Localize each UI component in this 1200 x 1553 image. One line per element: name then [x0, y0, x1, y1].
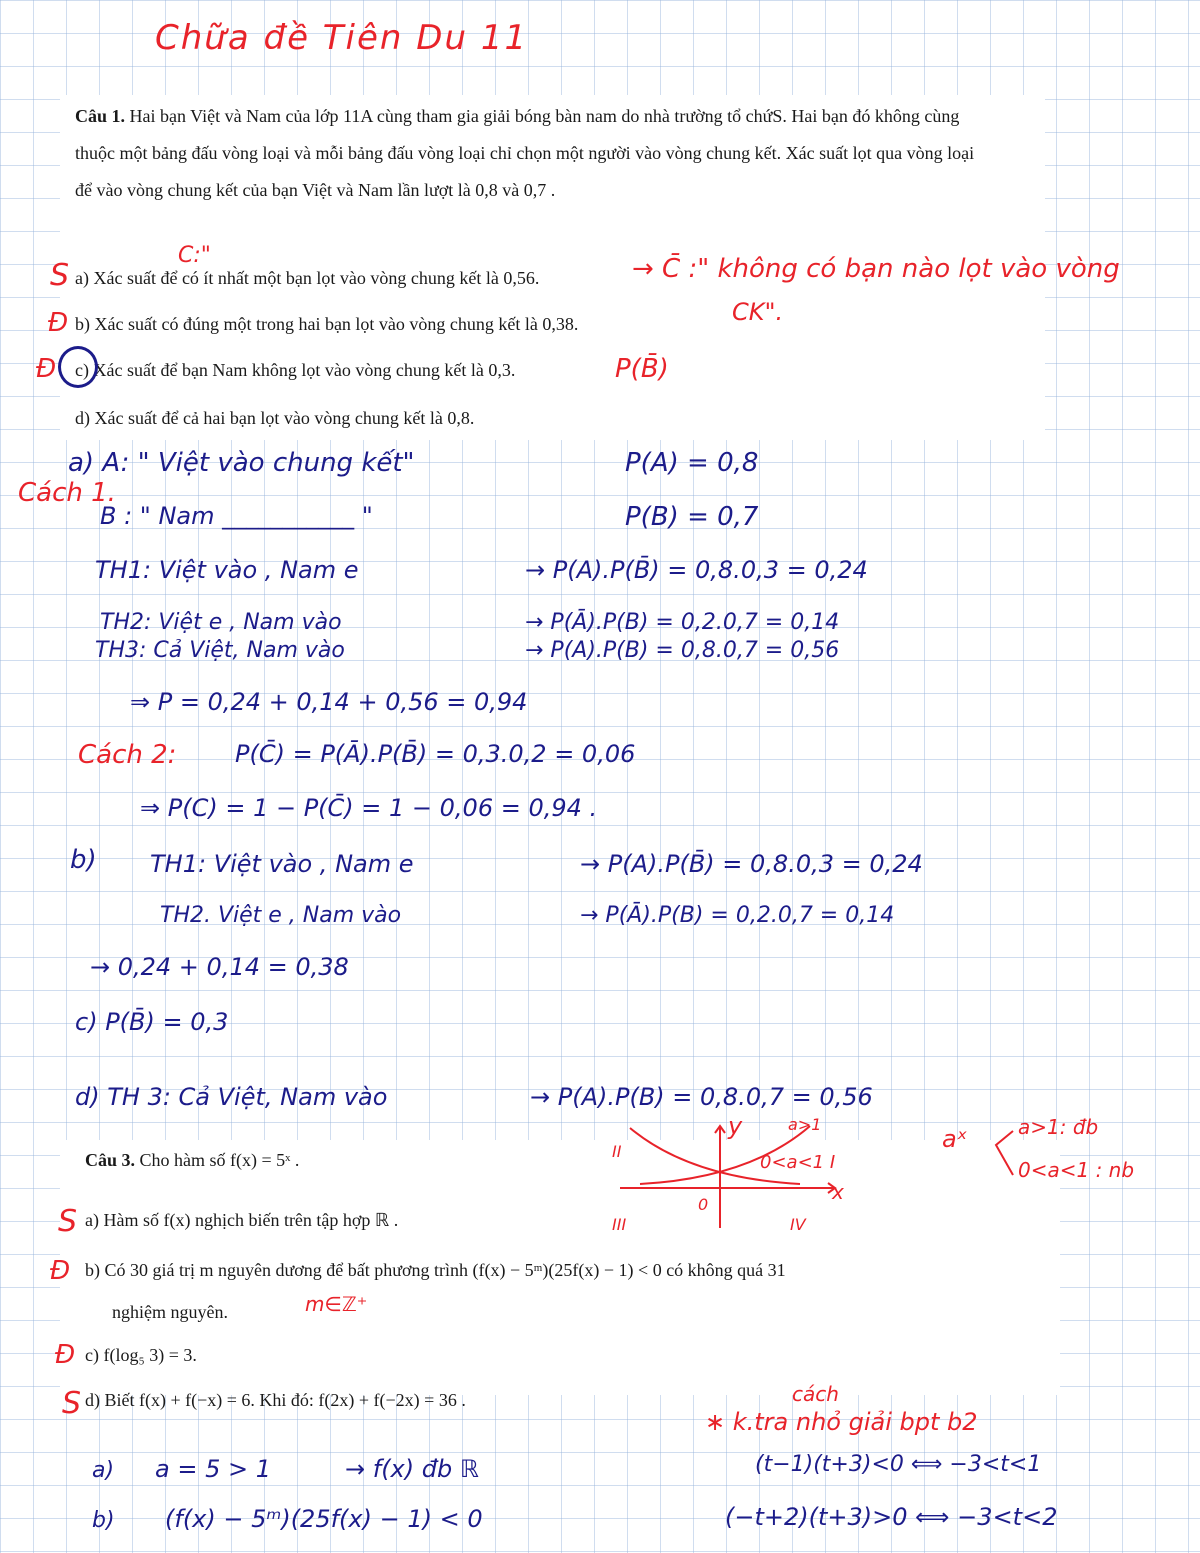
question-3-option-d: d) Biết f(x) + f(−x) = 6. Khi đó: f(2x) + f(−2x) = 36 .	[85, 1390, 466, 1410]
note-rule-decreasing: 0<a<1 : nb	[1018, 1158, 1135, 1182]
question-3-stem	[85, 1150, 299, 1171]
sol1b-th2: TH2. Việt e , Nam vào	[160, 903, 402, 928]
q3-mark-b: Đ	[50, 1256, 71, 1286]
sol1b-b: b)	[70, 845, 97, 875]
question-1-option-a: a) Xác suất để có ít nhất một bạn lọt vào vòng chung kết là 0,56.	[75, 268, 540, 288]
question-3-option-b: b) Có 30 giá trị m nguyên dương để bất phương trình (f(x) − 5ᵐ)(25f(x) − 1) < 0 có không quá 31	[85, 1260, 786, 1280]
question-3-option-c: c) f(log₅ 3) = 3.	[85, 1345, 197, 1365]
sol1b-sum: → 0,24 + 0,14 = 0,38	[90, 953, 349, 981]
graph-a-lt-1: 0<a<1 I	[760, 1152, 836, 1173]
question-3-label: Câu 3.	[85, 1150, 136, 1170]
q1-mark-c: Đ	[36, 354, 57, 384]
note-method: cách	[792, 1382, 839, 1406]
note-hint: ∗ k.tra nhỏ giải bpt b2	[705, 1408, 978, 1436]
sol1b-th2-result: → P(Ā).P(B) = 0,2.0,7 = 0,14	[580, 903, 895, 928]
q1-note-pb: P(B̄)	[615, 354, 669, 384]
sol1-b-line: B : " Nam ___________ "	[100, 502, 373, 530]
note-a-power-x: aˣ	[942, 1125, 968, 1153]
graph-x-label: x	[832, 1180, 844, 1204]
sol1b-d-result: → P(A).P(B) = 0,8.0,7 = 0,56	[530, 1083, 873, 1111]
q3-mark-c: Đ	[55, 1340, 76, 1370]
sol1b-th1: TH1: Việt vào , Nam e	[150, 850, 414, 878]
graph-quadrant-4: IV	[790, 1215, 806, 1234]
q1-mark-b: Đ	[48, 308, 69, 338]
q1-note-ck: CK".	[732, 298, 784, 326]
sol3-b-result: (f(x) − 5ᵐ)(25f(x) − 1) < 0	[165, 1505, 483, 1533]
sol1-th3: TH3: Cả Việt, Nam vào	[95, 638, 345, 663]
sol1-pa: P(A) = 0,8	[625, 448, 759, 478]
question-1-option-c: c) Xác suất để bạn Nam không lọt vào vòng chung kết là 0,3.	[75, 360, 516, 380]
graph-quadrant-2: II	[612, 1142, 622, 1161]
note-m-integer: m∈ℤ⁺	[305, 1292, 368, 1316]
question-1-label: Câu 1.	[75, 106, 126, 126]
sol3-a-result: a = 5 > 1	[155, 1455, 271, 1483]
sol1-th2-result: → P(Ā).P(B) = 0,2.0,7 = 0,14	[525, 610, 840, 635]
question-1-text: Hai bạn Việt và Nam của lớp 11A cùng tham gia giải bóng bàn nam do nhà trường tổ chứS. Hai bạn đó không cùng thuộc một bảng đấu vòng loại và mỗi bảng đấu vòng loại chỉ chọn một người vào vòng chung kết. Xác suất lọt qua vòng loại để vào vòng chung kết của bạn Việt và Nam lần lượt là 0,8 và 0,7 .	[75, 106, 975, 200]
sol1-pc: ⇒ P(C) = 1 − P(C̄) = 1 − 0,06 = 0,94 .	[140, 794, 598, 822]
sol1-cach2: Cách 2:	[78, 740, 177, 770]
sol1b-d: d) TH 3: Cả Việt, Nam vào	[75, 1083, 388, 1111]
sol1-cach2-result: P(C̄) = P(Ā).P(B̄) = 0,3.0,2 = 0,06	[235, 740, 636, 768]
answer-circle	[58, 346, 98, 388]
sol1b-c: c) P(B̄) = 0,3	[75, 1008, 229, 1036]
sol1-th1: TH1: Việt vào , Nam e	[95, 556, 359, 584]
note-inequality-2: (−t+2)(t+3)>0 ⟺ −3<t<2	[725, 1503, 1058, 1531]
graph-quadrant-3: III	[612, 1215, 627, 1234]
sol1-th3-result: → P(A).P(B) = 0,8.0,7 = 0,56	[525, 638, 840, 663]
sol1-a-line: a) A: " Việt vào chung kết"	[68, 448, 415, 478]
question-3-text: Cho hàm số f(x) = 5ˣ .	[139, 1150, 300, 1170]
graph-origin-label: 0	[698, 1195, 709, 1214]
q1-mark-a: S	[50, 258, 70, 293]
sol3-b: b)	[92, 1508, 115, 1533]
question-3-option-a: a) Hàm số f(x) nghịch biến trên tập hợp ℝ .	[85, 1210, 399, 1230]
question-1-option-d: d) Xác suất để cả hai bạn lọt vào vòng chung kết là 0,8.	[75, 408, 475, 428]
page-title: Chữa đề Tiên Du 11	[155, 18, 529, 58]
q3-mark-a: S	[58, 1204, 78, 1239]
q3-mark-d: S	[62, 1386, 82, 1421]
sol1-th2: TH2: Việt e , Nam vào	[100, 610, 342, 635]
sol1-th1-result: → P(A).P(B̄) = 0,8.0,3 = 0,24	[525, 556, 868, 584]
graph-a-gt-1: a>1	[788, 1115, 822, 1134]
sol3-a: a)	[92, 1458, 115, 1483]
graph-y-label: y	[728, 1112, 743, 1140]
note-rule-increasing: a>1: đb	[1018, 1115, 1099, 1139]
question-1-stem	[75, 98, 990, 209]
sol1-pb: P(B) = 0,7	[625, 502, 759, 532]
q1-note-complement: → C̄ :" không có bạn nào lọt vào vòng	[632, 254, 1120, 284]
sol1-sum: ⇒ P = 0,24 + 0,14 + 0,56 = 0,94	[130, 688, 528, 716]
sol1-cach1: Cách 1.	[18, 478, 116, 508]
note-inequality-1: (t−1)(t+3)<0 ⟺ −3<t<1	[755, 1452, 1042, 1477]
q1-note-event: C:"	[178, 243, 211, 268]
question-3-option-b-cont: nghiệm nguyên.	[112, 1302, 228, 1322]
bracket-mark	[988, 1125, 1018, 1185]
sol3-a-result2: → f(x) đb ℝ	[345, 1455, 479, 1483]
sol1b-th1-result: → P(A).P(B̄) = 0,8.0,3 = 0,24	[580, 850, 923, 878]
question-1-option-b: b) Xác suất có đúng một trong hai bạn lọt vào vòng chung kết là 0,38.	[75, 314, 579, 334]
